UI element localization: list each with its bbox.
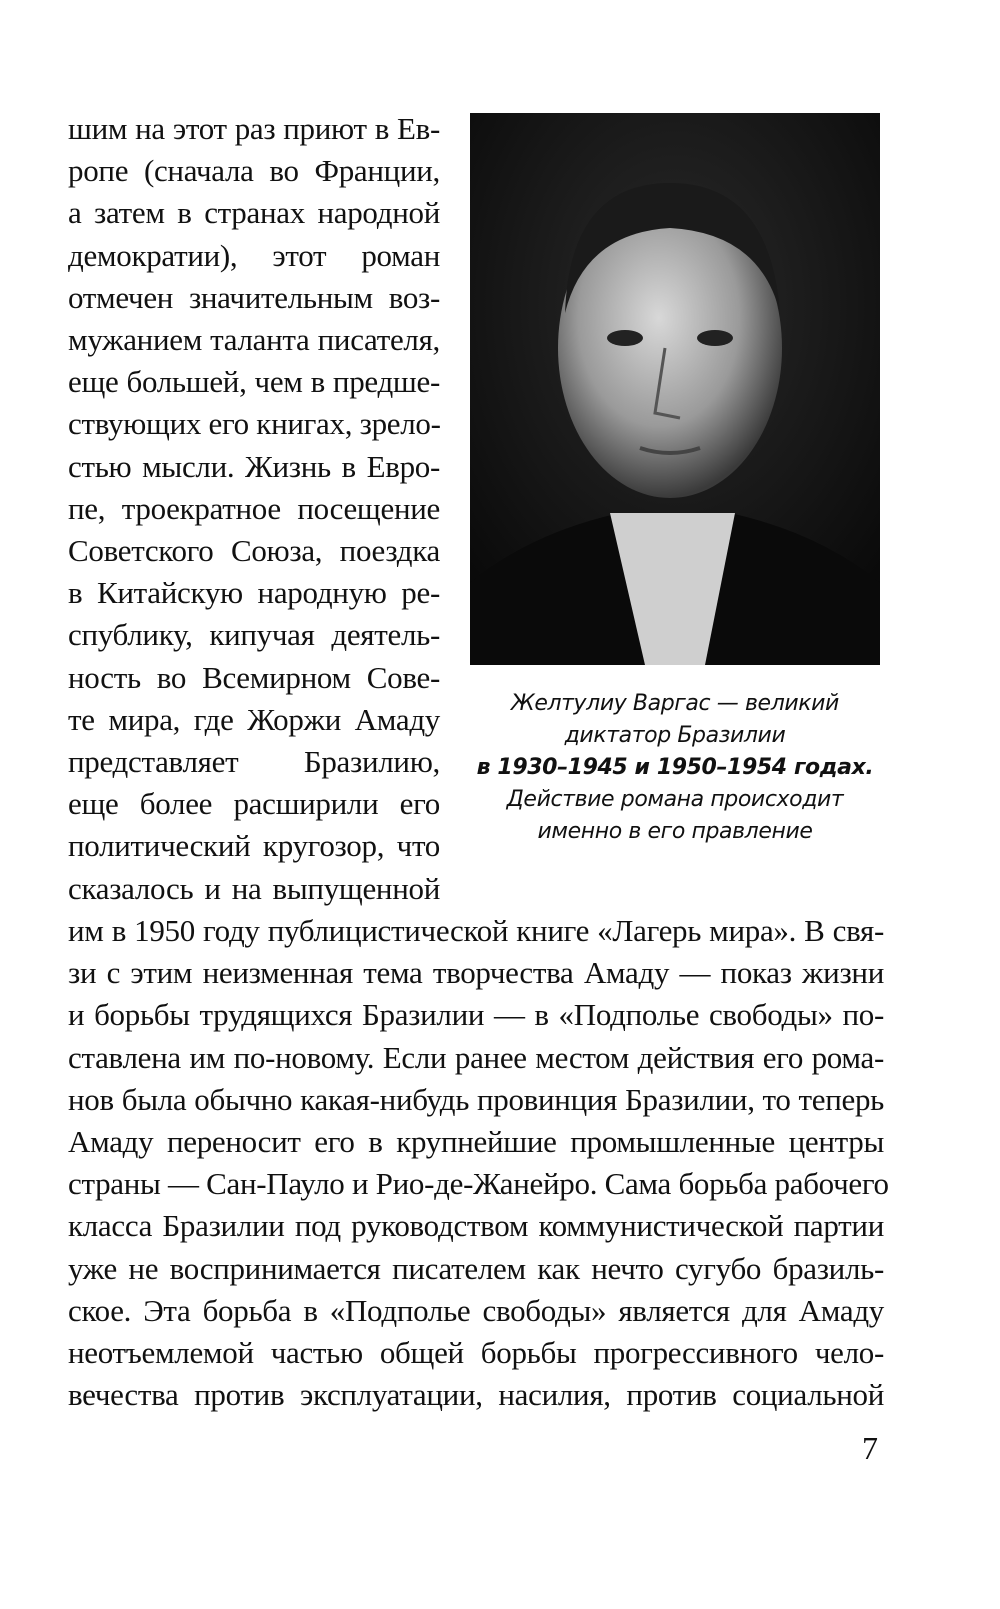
text-line: неотъемлемой частью общей борьбы прогрессивного чело-	[68, 1335, 884, 1370]
caption-line: в 1930–1945 и 1950–1954 годах.	[476, 755, 874, 780]
text-line: еще более расширили его	[68, 786, 440, 822]
text-line: ствующих его книгах, зрело-	[68, 406, 441, 442]
text-line: мужанием таланта писателя,	[68, 322, 440, 357]
text-line: им в 1950 году публицистической книге «Лагерь мира». В свя-	[68, 913, 884, 948]
text-line: политический кругозор, что	[68, 828, 440, 864]
text-line: ропе (сначала во Франции,	[68, 153, 440, 189]
text-line: ставлена им по-новому. Если ранее местом действия его рома-	[68, 1039, 884, 1075]
text-line: в Китайскую народную ре-	[68, 575, 440, 611]
text-line: отмечен значительным воз-	[68, 279, 440, 315]
text-line: нов была обычно какая-нибудь провинция Бразилии, то теперь	[68, 1081, 884, 1117]
text-line: страны — Сан-Пауло и Рио-де-Жанейро. Сама борьба рабочего	[68, 1166, 889, 1202]
page-number: 7	[862, 1430, 878, 1466]
text-line: демократии), этот роман	[68, 237, 440, 273]
text-line: пе, троекратное посещение	[68, 490, 440, 526]
text-line: уже не воспринимается писателем как нечто сугубо бразиль-	[68, 1250, 884, 1286]
text-line: ское. Эта борьба в «Подполье свободы» является для Амаду	[68, 1292, 884, 1328]
text-line: те мира, где Жоржи Амаду	[68, 701, 440, 737]
text-line: Амаду переносит его в крупнейшие промышленные центры	[68, 1124, 884, 1159]
text-line: класса Бразилии под руководством коммунистической партии	[68, 1208, 884, 1244]
text-line: еще большей, чем в предше-	[68, 364, 440, 400]
text-line: представляет Бразилию,	[68, 744, 440, 779]
text-line: стью мысли. Жизнь в Евро-	[68, 448, 440, 484]
caption-line: диктатор Бразилии	[564, 723, 786, 748]
text-line: сказалось и на выпущенной	[68, 870, 440, 906]
text-line: Советского Союза, поездка	[68, 533, 440, 568]
caption-line: Действие романа происходит	[506, 787, 844, 812]
caption-line: Желтулиу Варгас — великий	[511, 691, 839, 716]
text-line: вечества против эксплуатации, насилия, против социальной	[68, 1377, 884, 1413]
caption-line: именно в его правление	[537, 819, 813, 844]
text-line: ность во Всемирном Сове-	[68, 659, 440, 695]
text-line: и борьбы трудящихся Бразилии — в «Подполье свободы» по-	[68, 997, 884, 1033]
text-line: спублику, кипучая деятель-	[68, 617, 440, 653]
text-line: шим на этот раз приют в Ев-	[68, 111, 440, 146]
portrait-photo	[470, 113, 880, 665]
text-line: зи с этим неизменная тема творчества Амаду — показ жизни	[68, 955, 884, 991]
text-line: а затем в странах народной	[68, 195, 440, 231]
